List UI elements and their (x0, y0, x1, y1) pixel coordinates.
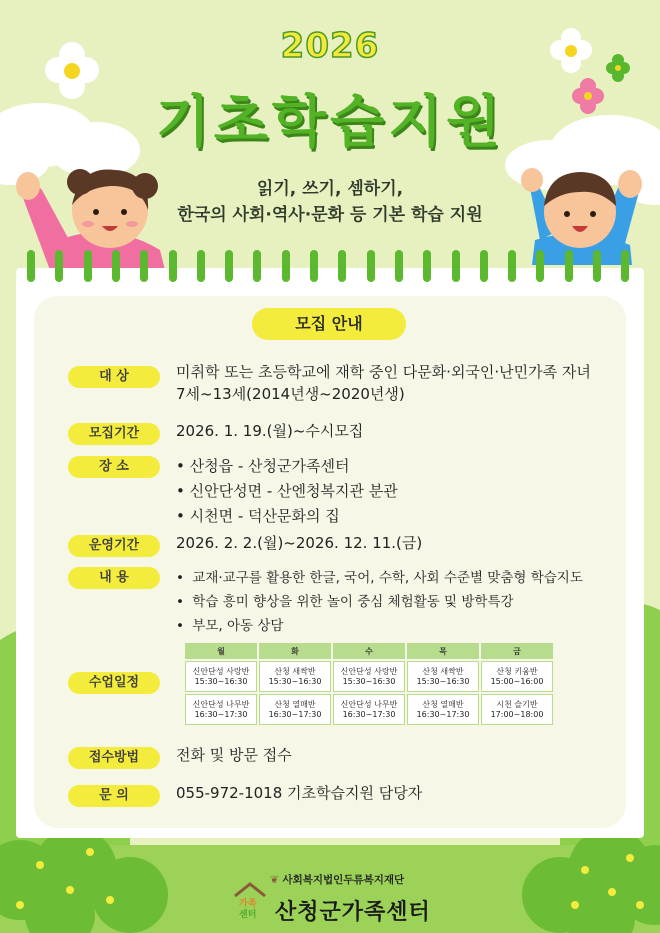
schedule-row (185, 661, 553, 692)
label-apply: 접수방법 (68, 747, 160, 769)
notepad-rings (27, 250, 637, 284)
target-line1: 미취학 또는 초등학교에 재학 중인 다문화·외국인·난민가족 자녀 (176, 363, 591, 381)
day-header: 월 (185, 643, 257, 659)
notepad-ring (423, 250, 431, 282)
notepad-ring (565, 250, 573, 282)
label-inquiry: 문 의 (68, 785, 160, 807)
notepad-ring (84, 250, 92, 282)
schedule-cell: 신안단성 사랑반 15:30~16:30 (333, 661, 405, 692)
notepad-ring (452, 250, 460, 282)
place-item: • 산청읍 - 산청군가족센터 (176, 457, 350, 475)
notepad-ring (55, 250, 63, 282)
notepad-ring (621, 250, 629, 282)
footer-center-name: 산청군가족센터 (275, 900, 431, 925)
content-item: • 부모, 아동 상담 (176, 618, 284, 634)
notepad-ring (508, 250, 516, 282)
notepad-ring (197, 250, 205, 282)
notepad-ring (225, 250, 233, 282)
title-year: 2026 (280, 26, 380, 66)
label-place: 장 소 (68, 456, 160, 478)
bush-right (522, 828, 660, 933)
notepad-ring (367, 250, 375, 282)
period-value: 2026. 1. 19.(월)~수시모집 (176, 422, 364, 440)
notepad-ring (395, 250, 403, 282)
schedule-cell: 산청 새싹반 15:30~16:30 (407, 661, 479, 692)
family-center-logo (232, 880, 268, 920)
place-item: • 시천면 - 덕산문화의 집 (176, 507, 340, 525)
schedule-header-row (185, 643, 553, 659)
place-item: • 신안단성면 - 산엔청복지관 분관 (176, 482, 398, 500)
notepad-ring (112, 250, 120, 282)
inquiry-value: 055-972-1018 기초학습지원 담당자 (176, 784, 423, 802)
subtitle-line1: 읽기, 쓰기, 셈하기, (256, 179, 404, 199)
apply-value: 전화 및 방문 접수 (176, 746, 292, 764)
schedule-table (183, 641, 555, 727)
day-header: 화 (259, 643, 331, 659)
notepad-ring (338, 250, 346, 282)
schedule-cell: 신안단성 나무반 16:30~17:30 (185, 694, 257, 725)
notepad-ring (27, 250, 35, 282)
footer-organization: ❦ 사회복지법인두류복지재단 (270, 874, 405, 886)
label-period: 모집기간 (68, 423, 160, 445)
notepad-ring (140, 250, 148, 282)
notepad-ring (536, 250, 544, 282)
notepad-ring (282, 250, 290, 282)
subtitle-line2: 한국의 사회·역사·문화 등 기본 학습 지원 (177, 205, 483, 225)
target-line2: 7세~13세(2014년생~2020년생) (176, 385, 405, 403)
foundation-icon: ❦ (270, 874, 279, 886)
notepad-ring (169, 250, 177, 282)
schedule-cell: 시천 슬기반 17:00~18:00 (481, 694, 553, 725)
label-schedule: 수업일정 (68, 672, 160, 694)
operation-value: 2026. 2. 2.(월)~2026. 12. 11.(금) (176, 534, 423, 552)
bush-left (0, 828, 168, 933)
notepad-ring (310, 250, 318, 282)
schedule-cell: 산청 키움반 15:00~16:00 (481, 661, 553, 692)
day-header: 금 (481, 643, 553, 659)
notepad-ring (253, 250, 261, 282)
day-header: 수 (333, 643, 405, 659)
svg-text:가족: 가족 (239, 899, 257, 909)
schedule-cell: 산청 열매반 16:30~17:30 (407, 694, 479, 725)
page-title: 기초학습지원 (155, 90, 505, 155)
schedule-cell: 산청 열매반 16:30~17:30 (259, 694, 331, 725)
svg-text:센터: 센터 (239, 910, 257, 920)
label-operation: 운영기간 (68, 535, 160, 557)
label-target: 대 상 (68, 366, 160, 388)
content-item: • 학습 흥미 향상을 위한 놀이 중심 체험활동 및 방학특강 (176, 594, 514, 610)
schedule-cell: 산청 새싹반 15:30~16:30 (259, 661, 331, 692)
notice-title: 모집 안내 (252, 308, 406, 340)
schedule-cell: 신안단성 사랑반 15:30~16:30 (185, 661, 257, 692)
day-header: 목 (407, 643, 479, 659)
subtitle (0, 176, 660, 228)
content-item: • 교재·교구를 활용한 한글, 국어, 수학, 사회 수준별 맞춤형 학습지도 (176, 570, 583, 586)
notepad-ring (480, 250, 488, 282)
notepad-ring (593, 250, 601, 282)
schedule-cell: 신안단성 나무반 16:30~17:30 (333, 694, 405, 725)
schedule-row (185, 694, 553, 725)
label-content: 내 용 (68, 567, 160, 589)
